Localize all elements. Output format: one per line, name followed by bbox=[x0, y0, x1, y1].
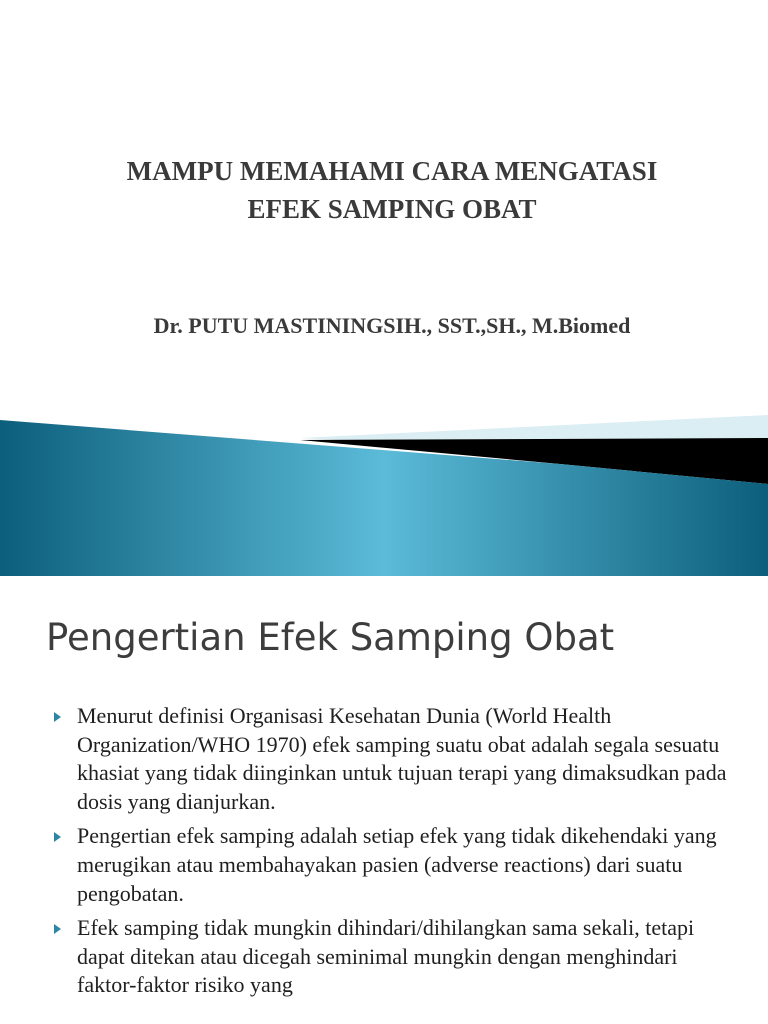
bullet-item-risk-factors bbox=[52, 914, 732, 1000]
title-line-1: MAMPU MEMAHAMI CARA MENGATASI bbox=[126, 156, 658, 186]
banner-pale-stripe bbox=[300, 415, 768, 442]
slide-heading: Pengertian Efek Samping Obat bbox=[46, 616, 615, 659]
bullet-text: Efek samping tidak mungkin dihindari/dihilangkan sama sekali, tetapi dapat ditekan atau dicegah seminimal mungkin dengan menghindari faktor-faktor risiko yang bbox=[77, 915, 695, 998]
triangle-bullet-icon bbox=[54, 712, 61, 722]
triangle-bullet-icon bbox=[54, 924, 61, 934]
title-line-2: EFEK SAMPING OBAT bbox=[247, 194, 537, 224]
bullet-item-adverse-reactions bbox=[52, 822, 732, 908]
bullet-item-who-definition bbox=[52, 702, 732, 816]
definition-slide bbox=[0, 576, 768, 1024]
slide-title bbox=[40, 152, 744, 228]
triangle-bullet-icon bbox=[54, 832, 61, 842]
decorative-banner bbox=[0, 412, 768, 576]
bullet-list bbox=[52, 702, 732, 1006]
bullet-text: Pengertian efek samping adalah setiap efek yang tidak dikehendaki yang merugikan atau membahayakan pasien (adverse reactions) dari suatu pengobatan. bbox=[77, 823, 717, 906]
author-name: Dr. PUTU MASTININGSIH., SST.,SH., M.Biomed bbox=[153, 313, 631, 338]
bullet-text: Menurut definisi Organisasi Kesehatan Dunia (World Health Organization/WHO 1970) efek samping suatu obat adalah segala sesuatu khasiat yang tidak diinginkan untuk tujuan terapi yang dimaksudkan pada dosis yang dianjurkan. bbox=[77, 703, 727, 814]
